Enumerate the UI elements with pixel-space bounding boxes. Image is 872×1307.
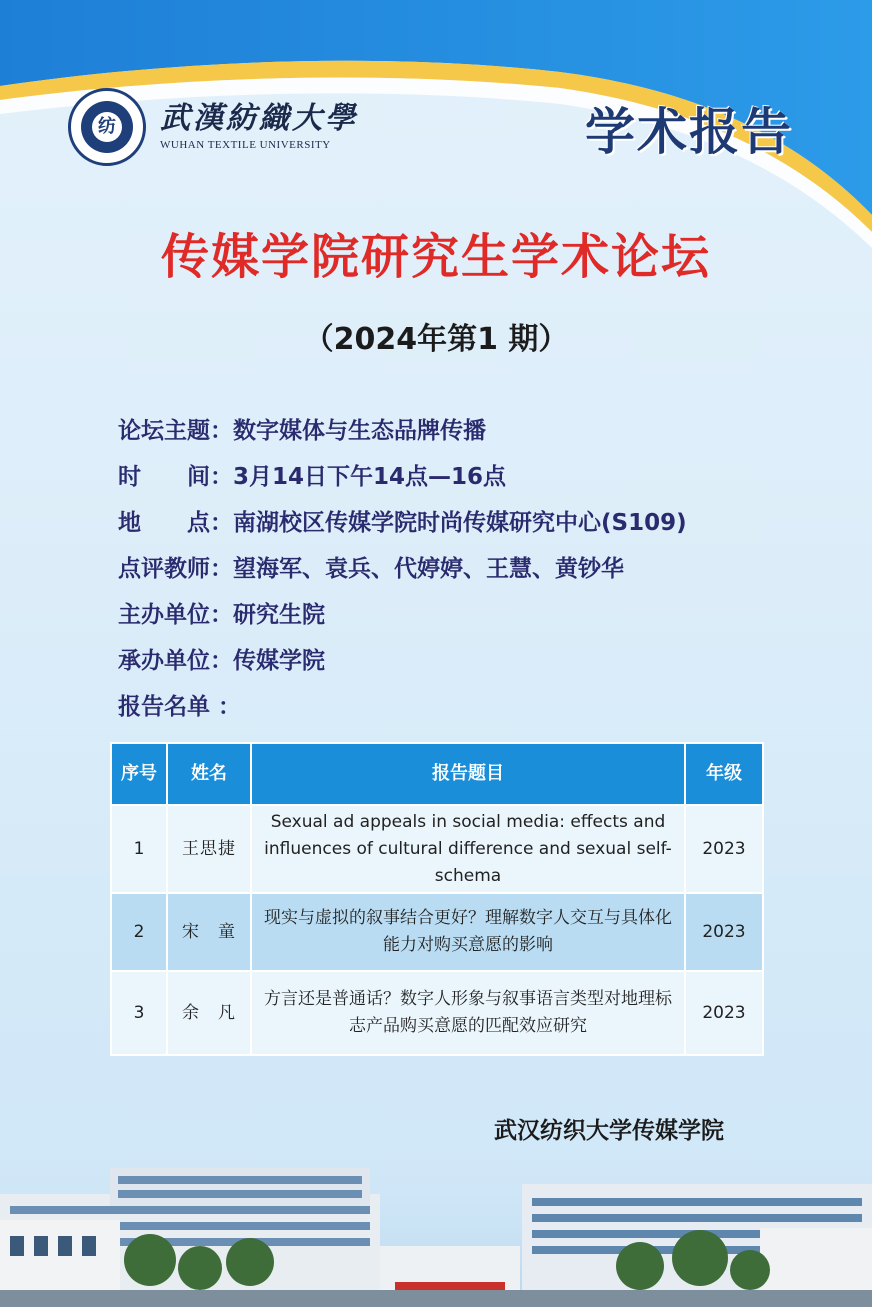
university-name-cn: 武漢紡織大學 [160,101,358,136]
row-name: 宋 童 [167,893,251,971]
row-name: 王思捷 [167,805,251,893]
row-topic: 现实与虚拟的叙事结合更好？理解数字人交互与具体化能力对购买意愿的影响 [251,893,685,971]
main-title: 传媒学院研究生学术论坛 [160,229,711,285]
info-time [118,454,818,500]
university-logo [68,88,368,168]
table-row [111,971,763,1055]
forum-info [118,408,818,730]
host-value: 研究生院 [233,602,325,628]
row-name: 余 凡 [167,971,251,1055]
row-grade: 2023 [685,971,763,1055]
row-grade: 2023 [685,893,763,971]
time-label: 时 间： [118,464,233,490]
row-number: 1 [111,805,167,893]
header-grade: 年级 [685,743,763,805]
info-list-label [118,684,818,730]
row-number: 2 [111,893,167,971]
university-seal-icon: 纺 [68,88,146,166]
info-organizer [118,638,818,684]
header-topic: 报告题目 [251,743,685,805]
table-row [111,805,763,893]
organizer-label: 承办单位： [118,648,233,674]
row-number: 3 [111,971,167,1055]
place-value: 南湖校区传媒学院时尚传媒研究中心(S109) [233,510,687,536]
organizer-signature: 武汉纺织大学传媒学院 [494,1118,724,1144]
host-label: 主办单位： [118,602,233,628]
place-label: 地 点： [118,510,233,536]
row-topic: Sexual ad appeals in social media: effects and influences of cultural difference and sexual self-schema [251,805,685,893]
presenter-table [110,742,764,1056]
reviewers-label: 点评教师： [118,556,233,582]
organizer-value: 传媒学院 [233,648,325,674]
info-theme [118,408,818,454]
time-value: 3月14日下午14点—16点 [233,464,507,490]
theme-label: 论坛主题： [118,418,233,444]
info-host [118,592,818,638]
campus-skyline-image [0,1150,872,1307]
header-name: 姓名 [167,743,251,805]
table-row [111,893,763,971]
info-reviewers [118,546,818,592]
university-name-en: WUHAN TEXTILE UNIVERSITY [160,139,331,151]
academic-report-badge: 学术报告 [585,103,793,161]
row-topic: 方言还是普通话？数字人形象与叙事语言类型对地理标志产品购买意愿的匹配效应研究 [251,971,685,1055]
reviewers-value: 望海军、袁兵、代婷婷、王慧、黄钞华 [233,556,624,582]
header-number: 序号 [111,743,167,805]
info-place [118,500,818,546]
row-grade: 2023 [685,805,763,893]
table-header-row [111,743,763,805]
list-label: 报告名单 ： [118,694,242,720]
theme-value: 数字媒体与生态品牌传播 [233,418,486,444]
issue-subtitle: （2024年第1 期） [303,322,569,357]
